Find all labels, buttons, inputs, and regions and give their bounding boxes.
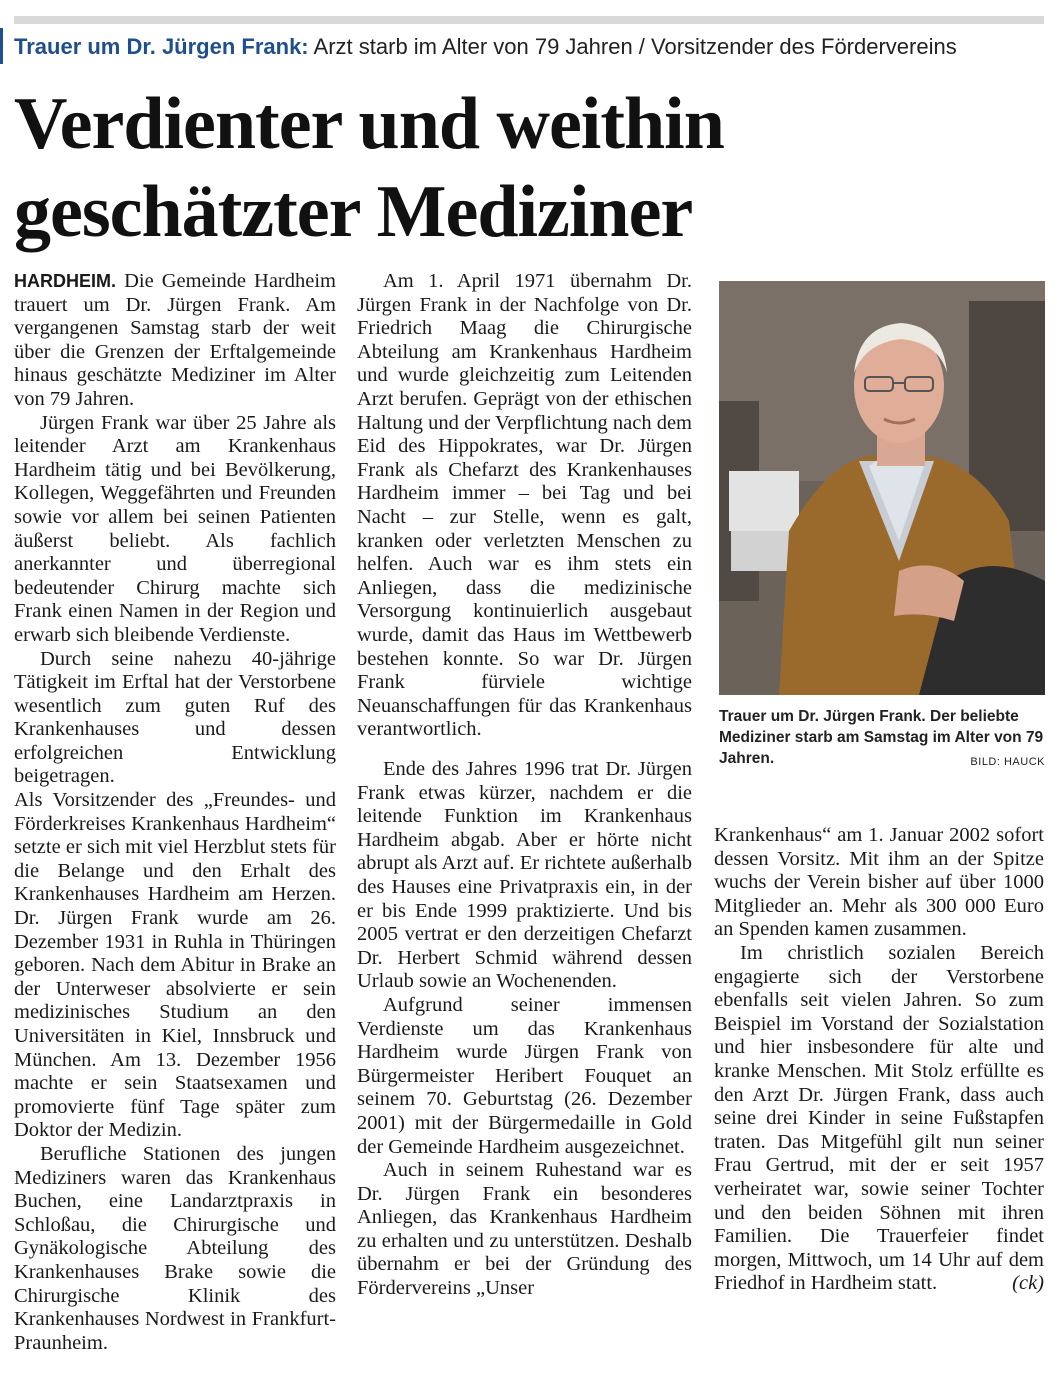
paragraph: Durch seine nahezu 40-jährige Tätigkeit im Erftal hat der Verstorbene wesentlich zum guten Ruf des Krankenhauses und dessen erfolgreichen Entwicklung beigetragen.	[14, 647, 336, 788]
paragraph: Aufgrund seiner immensen Verdienste um das Krankenhaus Hardheim wurde Jürgen Frank von Bürgermeister Heribert Fouquet an seinem 70. Geburtstag (26. Dezember 2001) mit der Bürgermedaille in Gold der Gemeinde Hardheim ausgezeichnet.	[357, 993, 692, 1158]
paragraph: Als Vorsitzender des „Freundes- und Förderkreises Krankenhaus Hardheim“ setzte er sich mit viel Herzblut stets für die Belange und den Erhalt des Krankenhauses Hardheim am Herzen. Dr. Jürgen Frank wurde am 26. Dezember 1931 in Ruhla in Thüringen geboren. Nach dem Abitur in Brake an der Unterweser absolvierte er sein medizinisches Studium an den Universitäten in Kiel, Innsbruck und München. Am 13. Dezember 1956 machte er sein Staatsexamen und promovierte fünf Tage später zum Doktor der Medizin.	[14, 789, 336, 1142]
caption-text: Trauer um Dr. Jürgen Frank. Der beliebte Mediziner starb am Samstag im Alter von 79 Jahren.	[719, 708, 1044, 767]
author-signature: (ck)	[1012, 1272, 1044, 1295]
article-column-2-bottom	[357, 758, 692, 1301]
article-column-1	[14, 270, 336, 1355]
paragraph	[14, 270, 336, 412]
paragraph: Jürgen Frank war über 25 Jahre als leitender Arzt am Krankenhaus Hardheim tätig und bei Bevölkerung, Kollegen, Weggefährten und Freunden sowie vor allem bei seinen Patienten äußerst beliebt. Als fachlich anerkannter und überregional bedeutender Chirurg machte sich Frank einen Namen in der Region und erwarb sich bleibende Verdienste.	[14, 411, 336, 646]
paragraph	[714, 942, 1044, 1296]
portrait-illustration	[719, 281, 1045, 695]
headline	[14, 80, 1054, 256]
photo-credit: BILD: HAUCK	[970, 756, 1045, 768]
kicker-lead: Trauer um Dr. Jürgen Frank:	[14, 34, 309, 59]
paragraph: Berufliche Stationen des jungen Mediziners waren das Krankenhaus Buchen, eine Landarztpraxis in Schloßau, die Chirurgische und Gynäkologische Abteilung des Krankenhauses Brake sowie die Chirurgische Klinik des Krankenhauses Nordwest in Frankfurt-Praunheim.	[14, 1142, 336, 1354]
paragraph-text: Im christlich sozialen Bereich engagierte sich der Verstorbene ebenfalls seit vielen Jahren. So zum Beispiel im Vorstand der Sozialstation und hier insbesondere für alte und kranke Menschen. Mit Stolz erfüllte es den Arzt Dr. Jürgen Frank, dass auch seine drei Kinder in seine Fußstapfen traten. Das Mitgefühl gilt nun seiner Frau Gertrud, mit der er seit 1957 verheiratet war, sowie seiner Tochter und den beiden Söhnen mit ihren Familien. Die Trauerfeier findet morgen, Mittwoch, um 14 Uhr auf dem Friedhof in Hardheim statt.	[714, 941, 1044, 1295]
paragraph-text: Die Gemeinde Hardheim trauert um Dr. Jürgen Frank. Am vergangenen Samstag starb der weit über die Grenzen der Erftalgemeinde hinaus geschätzte Mediziner im Alter von 79 Jahren.	[14, 270, 336, 410]
headline-line-2: geschätzter Mediziner	[14, 171, 693, 253]
kicker	[14, 32, 1054, 62]
kicker-accent-bar	[0, 28, 3, 64]
article-column-3	[714, 824, 1044, 1296]
paragraph: Ende des Jahres 1996 trat Dr. Jürgen Frank etwas kürzer, nachdem er die leitende Funktion im Krankenhaus Hardheim abgab. Aber er hörte nicht abrupt als Arzt auf. Er richtete außerhalb des Hauses eine Privatpraxis ein, in der er bis Ende 1999 praktizierte. Und bis 2005 vertrat er den derzeitigen Chefarzt Dr. Herbert Schmid während dessen Urlaub sowie an Wochenenden.	[357, 758, 692, 993]
dateline: HARDHEIM.	[14, 271, 116, 291]
top-rule	[14, 16, 1044, 24]
paragraph: Auch in seinem Ruhestand war es Dr. Jürgen Frank ein besonderes Anliegen, das Krankenhaus Hardheim zu erhalten und zu unterstützen. Deshalb übernahm er bei der Gründung des Fördervereins „Unser	[357, 1159, 692, 1300]
paragraph: Am 1. April 1971 übernahm Dr. Jürgen Frank in der Nachfolge von Dr. Friedrich Maag die Chirurgische Abteilung am Krankenhaus Hardheim und wurde gleichzeitig zum Leitenden Arzt berufen. Geprägt von der ethischen Haltung und der Verpflichtung nach dem Eid des Hippokrates, war Dr. Jürgen Frank als Chefarzt des Krankenhauses Hardheim immer – bei Tag und bei Nacht – zur Stelle, wenn es galt, kranken oder verletzten Menschen zu helfen. Auch war es ihm stets ein Anliegen, dass die medizinische Versorgung kontinuierlich ausgebaut wurde, damit das Haus im Wettbewerb bestehen konnte. So war Dr. Jürgen Frank fürviele wichtige Neuanschaffungen für das Krankenhaus verantwortlich.	[357, 270, 692, 741]
photo-caption	[719, 706, 1045, 773]
article-column-2-top	[357, 270, 692, 742]
portrait-photo	[719, 281, 1045, 695]
headline-line-1: Verdienter und weithin	[14, 83, 724, 165]
paragraph: Krankenhaus“ am 1. Januar 2002 sofort dessen Vorsitz. Mit ihm an der Spitze wuchs der Verein bisher auf über 1000 Mitglieder an. Mehr als 300 000 Euro an Spenden kamen zusammen.	[714, 824, 1044, 941]
kicker-rest: Arzt starb im Alter von 79 Jahren / Vorsitzender des Fördervereins	[313, 34, 957, 59]
